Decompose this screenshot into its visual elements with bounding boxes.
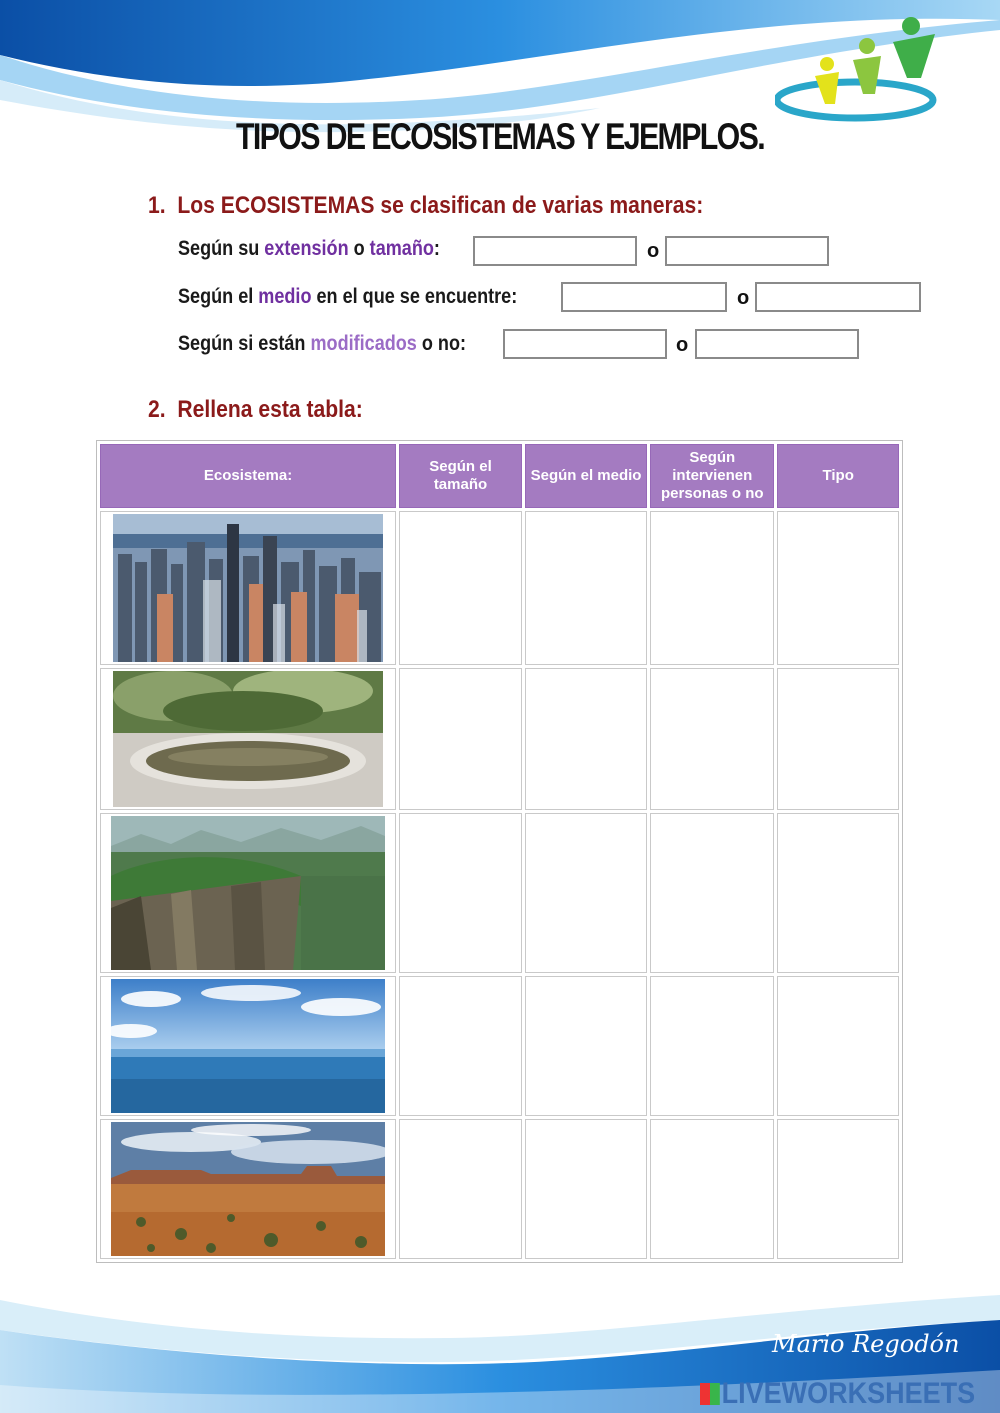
answer-field-size-1[interactable]: [473, 236, 637, 266]
line-text: Según si están: [178, 332, 311, 355]
keyword-size: tamaño: [369, 237, 434, 260]
answer-cell[interactable]: [525, 1119, 647, 1259]
forest-cliff-photo: [111, 816, 385, 970]
answer-cell[interactable]: [650, 1119, 774, 1259]
line-medium: [178, 285, 517, 309]
pond-photo: [113, 671, 383, 807]
or-label: o: [676, 334, 689, 356]
keyword-medium: medio: [258, 285, 312, 308]
image-cell: [100, 1119, 396, 1259]
answer-cell[interactable]: [399, 668, 522, 810]
line-text: :: [433, 237, 440, 260]
answer-cell[interactable]: [399, 976, 522, 1116]
answer-cell[interactable]: [399, 813, 522, 973]
image-cell: [100, 813, 396, 973]
line-text: o: [348, 237, 370, 260]
page-title: TIPOS DE ECOSISTEMAS Y EJEMPLOS.: [235, 116, 765, 157]
line-text: Según el: [178, 285, 259, 308]
line-text: o no:: [416, 332, 467, 355]
city-photo: [113, 514, 383, 662]
answer-field-modified-2[interactable]: [695, 329, 859, 359]
answer-cell[interactable]: [399, 511, 522, 665]
answer-cell[interactable]: [777, 1119, 899, 1259]
table-row: [100, 668, 899, 810]
line-modified: [178, 332, 466, 356]
or-label: o: [647, 240, 660, 262]
ecosystem-table: [96, 440, 903, 1263]
table-row: [100, 1119, 899, 1259]
table-row: [100, 511, 899, 665]
question-1-text-pre: Los: [177, 192, 221, 219]
answer-cell[interactable]: [650, 976, 774, 1116]
line-text: Según su: [178, 237, 265, 260]
answer-field-medium-1[interactable]: [561, 282, 727, 312]
line-text: en el que se encuentre:: [311, 285, 518, 308]
watermark-text: LIVEWORKSHEETS: [721, 1377, 976, 1410]
answer-cell[interactable]: [525, 511, 647, 665]
question-2-text: Rellena esta tabla:: [177, 396, 363, 423]
image-cell: [100, 668, 396, 810]
answer-cell[interactable]: [525, 976, 647, 1116]
question-1-number: 1.: [148, 192, 166, 219]
question-1: [148, 192, 703, 220]
question-2-number: 2.: [148, 396, 166, 423]
answer-cell[interactable]: [777, 813, 899, 973]
header-medium: Según el medio: [525, 444, 647, 508]
answer-cell[interactable]: [650, 668, 774, 810]
table-row: [100, 976, 899, 1116]
keyword-extension: extensión: [264, 237, 349, 260]
or-label: o: [737, 287, 750, 309]
table-row: [100, 813, 899, 973]
desert-photo: [111, 1122, 385, 1256]
line-extension: [178, 237, 440, 261]
answer-cell[interactable]: [525, 813, 647, 973]
answer-cell[interactable]: [650, 813, 774, 973]
answer-field-medium-2[interactable]: [755, 282, 921, 312]
header-ecosystem: Ecosistema:: [100, 444, 396, 508]
answer-cell[interactable]: [777, 668, 899, 810]
header-size: Según el tamaño: [399, 444, 522, 508]
answer-field-size-2[interactable]: [665, 236, 829, 266]
image-cell: [100, 976, 396, 1116]
header-people: Según intervienen personas o no: [650, 444, 774, 508]
answer-cell[interactable]: [777, 976, 899, 1116]
table-header-row: [100, 444, 899, 508]
ocean-photo: [111, 979, 385, 1113]
question-2: [148, 396, 363, 424]
question-1-text-post: se clasifican de varias maneras:: [374, 192, 704, 219]
answer-cell[interactable]: [777, 511, 899, 665]
answer-field-modified-1[interactable]: [503, 329, 667, 359]
liveworksheets-logo-icon: [700, 1383, 720, 1405]
author-signature: Mario Regodón: [772, 1330, 960, 1358]
liveworksheets-watermark: [700, 1377, 975, 1411]
answer-cell[interactable]: [525, 668, 647, 810]
answer-cell[interactable]: [650, 511, 774, 665]
question-1-keyword: ECOSISTEMAS: [220, 192, 375, 219]
logo: [775, 14, 945, 126]
header-type: Tipo: [777, 444, 899, 508]
answer-cell[interactable]: [399, 1119, 522, 1259]
keyword-modified: modificados: [310, 332, 417, 355]
image-cell: [100, 511, 396, 665]
